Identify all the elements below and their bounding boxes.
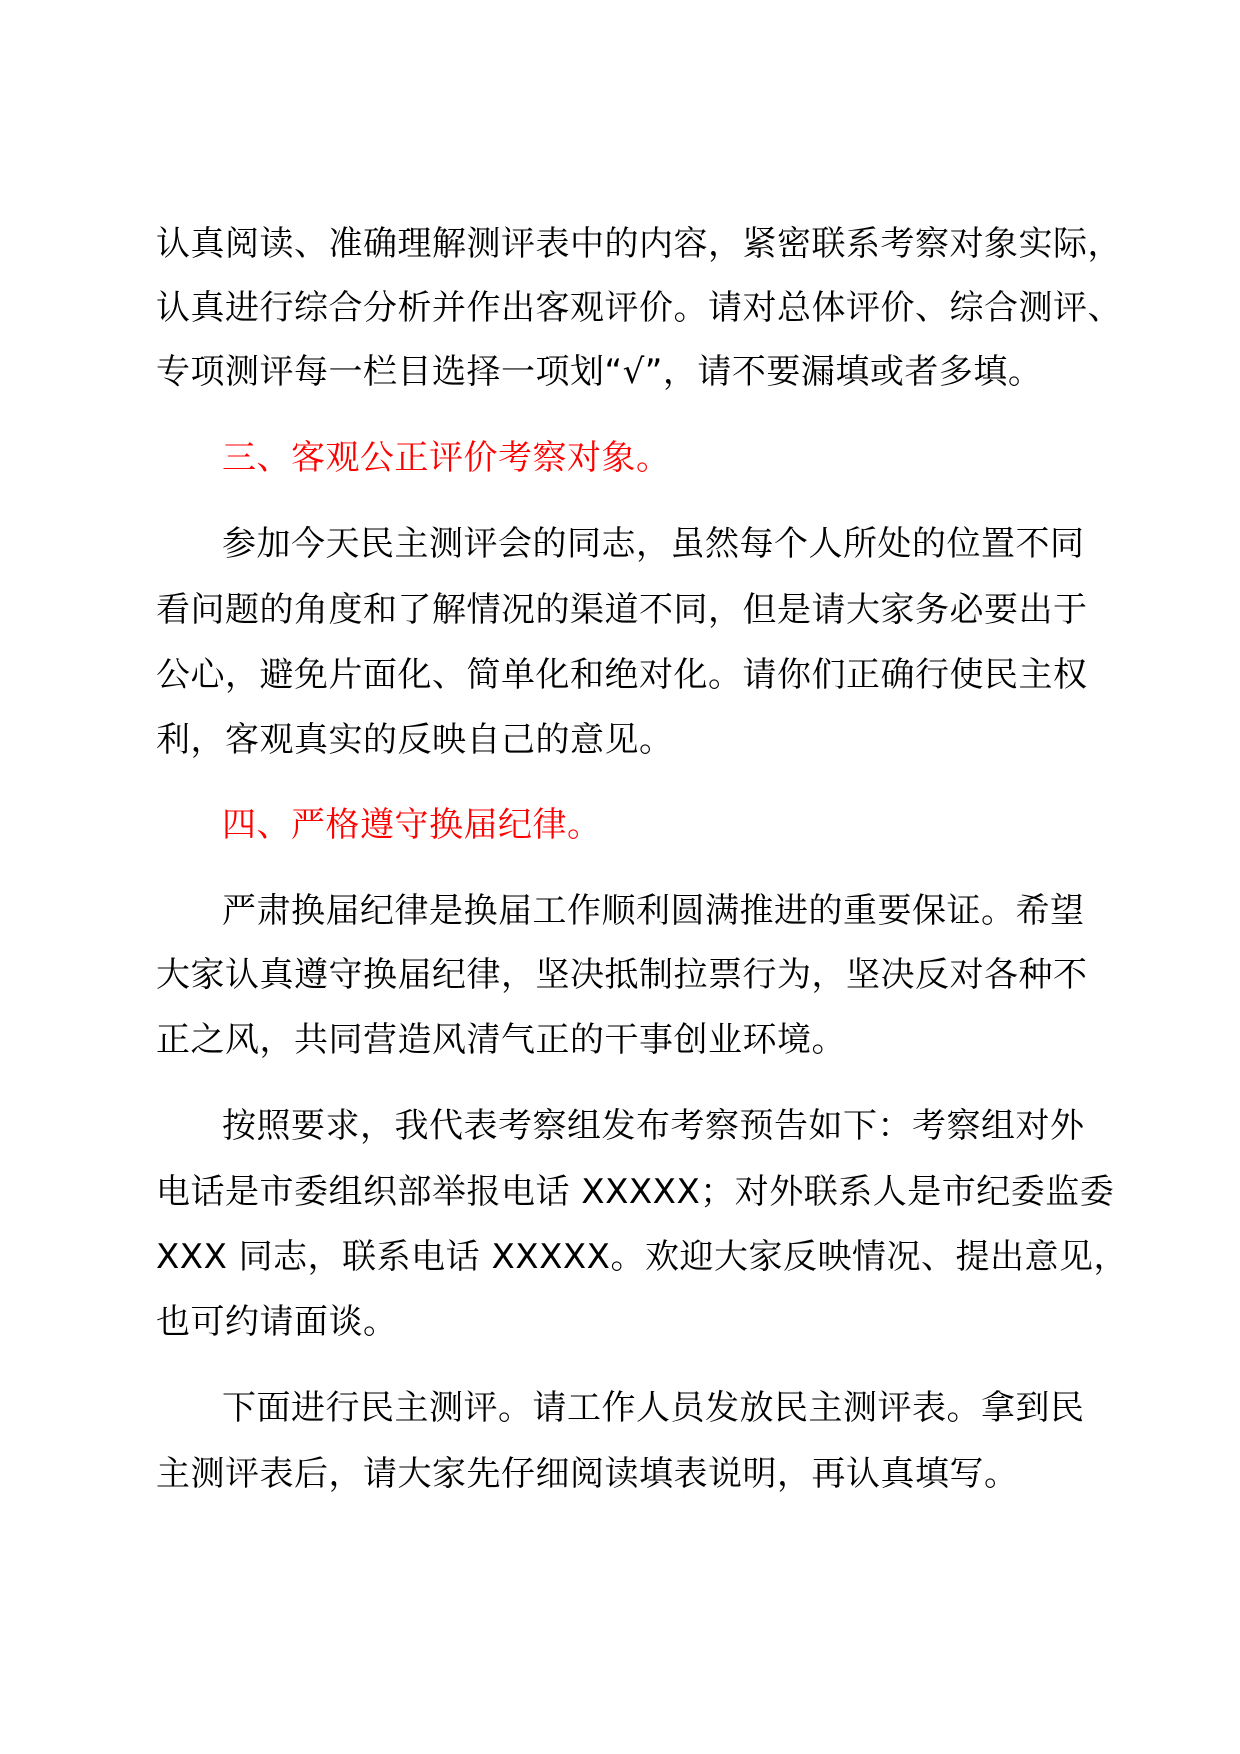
- paragraph-line: 也可约请面谈。: [156, 1302, 398, 1342]
- paragraph-line: 下面进行民主测评。请工作人员发放民主测评表。拿到民: [222, 1388, 1085, 1428]
- paragraph-line: 看问题的角度和了解情况的渠道不同，但是请大家务必要出于: [156, 590, 1088, 630]
- section-heading-4: 四、严格遵守换届纪律。: [222, 805, 602, 845]
- paragraph-line: 严肃换届纪律是换届工作顺利圆满推进的重要保证。希望: [222, 891, 1085, 931]
- paragraph-line: 大家认真遵守换届纪律，坚决抵制拉票行为，坚决反对各种不: [156, 955, 1088, 995]
- paragraph-line: 主测评表后，请大家先仔细阅读填表说明，再认真填写。: [156, 1454, 1019, 1494]
- paragraph-line: 电话是市委组织部举报电话 XXXXX；对外联系人是市纪委监委: [156, 1172, 1115, 1212]
- paragraph-line: 认真进行综合分析并作出客观评价。请对总体评价、综合测评、: [156, 288, 1122, 328]
- paragraph-line: 正之风，共同营造风清气正的干事创业环境。: [156, 1020, 846, 1060]
- paragraph-line: 利，客观真实的反映自己的意见。: [156, 720, 674, 760]
- paragraph-line: 认真阅读、准确理解测评表中的内容，紧密联系考察对象实际，: [156, 224, 1122, 264]
- paragraph-line: 专项测评每一栏目选择一项划“√”，请不要漏填或者多填。: [156, 352, 1043, 392]
- paragraph-line: 公心，避免片面化、简单化和绝对化。请你们正确行使民主权: [156, 655, 1088, 695]
- paragraph-line: 按照要求，我代表考察组发布考察预告如下：考察组对外: [222, 1106, 1085, 1146]
- paragraph-line: 参加今天民主测评会的同志，虽然每个人所处的位置不同: [222, 524, 1085, 564]
- section-heading-3: 三、客观公正评价考察对象。: [222, 438, 671, 478]
- paragraph-line: XXX 同志，联系电话 XXXXX。欢迎大家反映情况、提出意见，: [156, 1237, 1128, 1277]
